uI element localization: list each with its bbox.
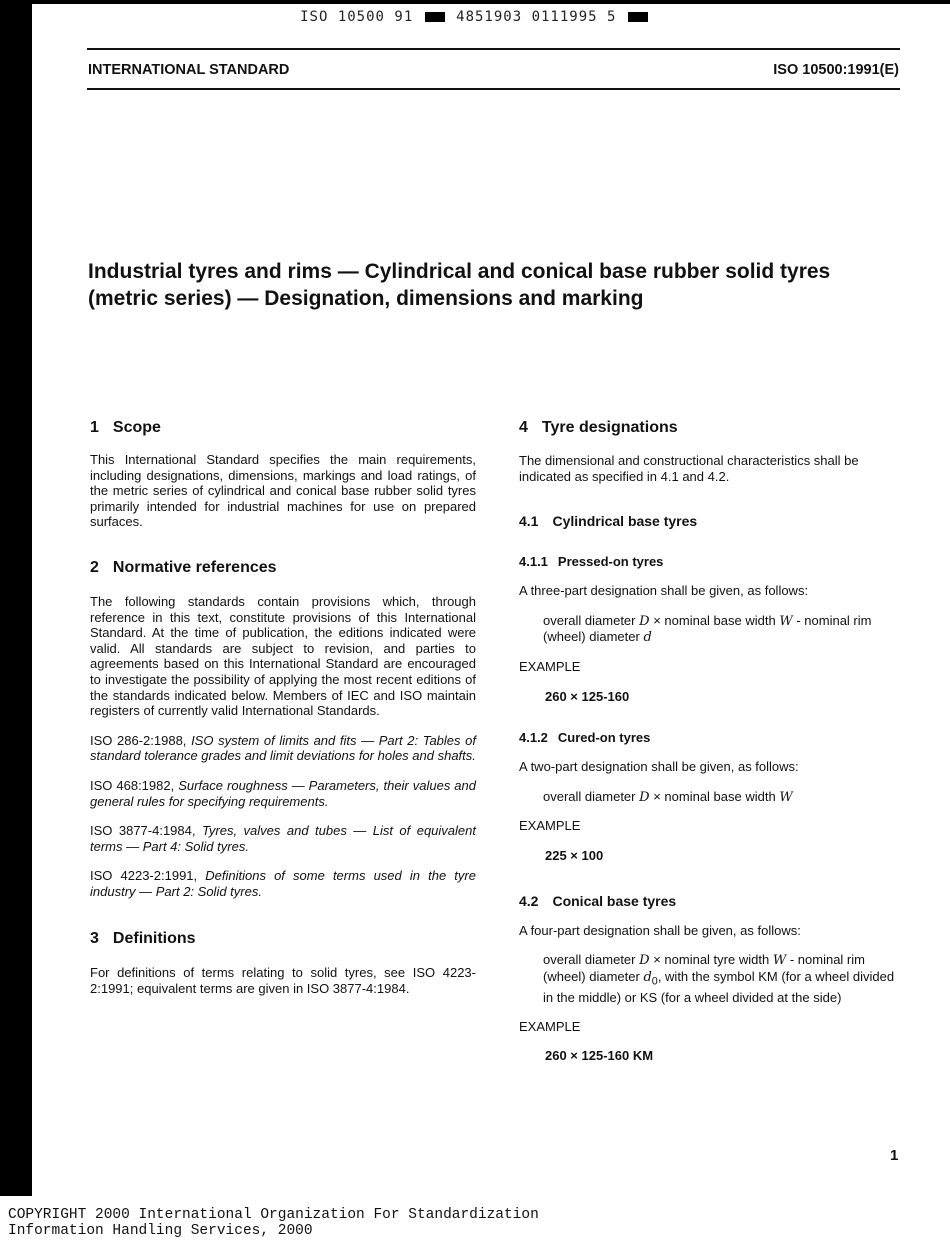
right-column — [519, 418, 904, 1064]
subsection-pressed-heading — [519, 554, 904, 570]
copyright-footer — [8, 1207, 539, 1239]
document-code-line — [0, 9, 950, 25]
subsection-conical-heading — [519, 892, 904, 910]
reference-title: Surface roughness — Parameters, their values and general rules for specifying requirements. — [90, 777, 476, 809]
section-title: Pressed-on tyres — [557, 554, 664, 570]
reference-title: ISO system of limits and fits — Part 2: Tables of standard tolerance grades and limit deviations for holes and shafts. — [90, 732, 476, 764]
section-number: 4.1 — [519, 513, 539, 530]
symbol-W: W — [779, 789, 793, 805]
conical-intro: A four-part designation shall be given, as follows: — [519, 922, 801, 938]
code-block-marker — [628, 12, 648, 22]
dash-sign: - — [796, 612, 801, 628]
scan-edge-left — [0, 0, 32, 1196]
reference-title: Tyres, valves and tubes — List of equivalent terms — Part 4: Solid tyres. — [90, 823, 476, 854]
formula-text: nominal rim (wheel) diameter — [543, 612, 872, 645]
reference-item — [90, 868, 476, 899]
section-designations-heading — [519, 418, 904, 438]
scan-edge-top — [32, 0, 950, 4]
reference-title: Definitions of some terms used in the tyre industry — Part 2: Solid tyres. — [90, 868, 476, 899]
symbol-W: W — [779, 613, 793, 629]
pressed-intro: A three-part designation shall be given, as follows: — [519, 583, 809, 599]
formula-text: nominal rim (wheel) diameter — [543, 952, 865, 984]
header-standard-number: ISO 10500:1991(E) — [773, 62, 899, 78]
subsection-cylindrical-heading — [519, 512, 904, 530]
section-scope-heading — [90, 418, 476, 438]
document-code-part1: ISO 10500 91 — [300, 9, 414, 25]
reference-code: ISO 3877-4:1984, — [90, 823, 196, 839]
subsection-cured-heading — [519, 730, 904, 746]
section-number: 4.2 — [519, 892, 539, 909]
section-title: Cured-on tyres — [557, 730, 651, 746]
document-title: Industrial tyres and rims — Cylindrical and conical base rubber solid tyres (metric series) — Designation, dimensions and marking — [88, 260, 831, 310]
example-value: 225 × 100 — [545, 847, 604, 863]
designations-paragraph: The dimensional and constructional characteristics shall be indicated as specified in 4.1 and 4.2. — [519, 453, 859, 484]
section-title: Conical base tyres — [552, 892, 677, 909]
pressed-formula — [519, 613, 904, 646]
example-value: 260 × 125-160 KM — [545, 1048, 654, 1064]
reference-code: ISO 286-2:1988, — [90, 732, 187, 748]
reference-item — [90, 778, 476, 809]
symbol-d: d — [643, 969, 652, 985]
symbol-W: W — [772, 953, 787, 969]
formula-text: nominal base width — [664, 612, 776, 628]
footer-line-2: Information Handling Services, 2000 — [8, 1223, 313, 1239]
scope-paragraph: This International Standard specifies the main requirements, including designations, dimensions, markings and load ratings, of the metric series of cylindrical and conical base rubber solid tyres primarily intended for industrial machines for use on prepared surfaces. — [90, 452, 476, 530]
section-number: 4.1.2 — [519, 730, 548, 746]
section-number: 1 — [90, 419, 99, 436]
header-standard-type: INTERNATIONAL STANDARD — [88, 62, 290, 78]
example-label: EXAMPLE — [519, 818, 581, 834]
section-number: 3 — [90, 930, 99, 948]
formula-text: overall diameter — [543, 612, 636, 628]
dash-sign: - — [789, 952, 795, 968]
conical-formula — [519, 952, 904, 1005]
reference-item — [90, 733, 476, 764]
left-column — [90, 418, 476, 997]
times-sign: × — [653, 788, 661, 804]
cured-formula — [519, 789, 904, 806]
section-title: Scope — [112, 419, 161, 436]
code-block-marker — [425, 12, 445, 22]
section-title: Normative references — [112, 558, 277, 576]
formula-text: overall diameter — [543, 788, 636, 804]
header-rule-bottom — [87, 88, 900, 90]
section-number: 4 — [519, 419, 528, 436]
reference-code: ISO 4223-2:1991, — [90, 868, 198, 884]
document-code-part2: 4851903 0111995 5 — [456, 9, 617, 25]
section-title: Cylindrical base tyres — [552, 513, 698, 530]
page-number: 1 — [890, 1147, 899, 1164]
symbol-D: D — [639, 953, 650, 969]
subscript-zero: 0 — [651, 975, 658, 988]
reference-item — [90, 823, 476, 854]
example-label: EXAMPLE — [519, 658, 581, 674]
example-label: EXAMPLE — [519, 1018, 581, 1034]
times-sign: × — [653, 952, 661, 968]
cured-intro: A two-part designation shall be given, as follows: — [519, 759, 799, 775]
formula-text: , with the symbol KM (for a wheel divided in the middle) or KS (for a wheel divided at the side) — [543, 968, 895, 1005]
formula-text: overall diameter — [543, 952, 636, 968]
formula-text: nominal base width — [664, 788, 776, 804]
section-title: Definitions — [112, 930, 196, 948]
symbol-D: D — [639, 789, 650, 805]
example-value: 260 × 125-160 — [545, 688, 630, 704]
times-sign: × — [653, 612, 661, 628]
definitions-paragraph: For definitions of terms relating to solid tyres, see ISO 4223-2:1991; equivalent terms are given in ISO 3877-4:1984. — [90, 965, 476, 997]
section-number: 2 — [90, 558, 99, 576]
reference-code: ISO 468:1982, — [90, 777, 175, 793]
section-title: Tyre designations — [541, 419, 678, 436]
section-normative-heading — [90, 558, 476, 578]
section-definitions-heading — [90, 929, 476, 949]
symbol-D: D — [639, 613, 650, 629]
header-rule-top — [87, 48, 900, 50]
section-number: 4.1.1 — [519, 554, 548, 570]
footer-line-1: COPYRIGHT 2000 International Organization For Standardization — [8, 1207, 539, 1223]
normative-paragraph: The following standards contain provisions which, through reference in this text, constitute provisions of this International Standard. At the time of publication, the editions indicated were valid. All standards are subject to revision, and parties to agreements based on this International Standard are encouraged to investigate the possibility of applying the most recent editions of the standards indicated below. Members of IEC and ISO maintain registers of currently valid International Standards. — [90, 593, 476, 719]
symbol-d: d — [643, 630, 652, 646]
formula-text: nominal tyre width — [664, 952, 770, 968]
